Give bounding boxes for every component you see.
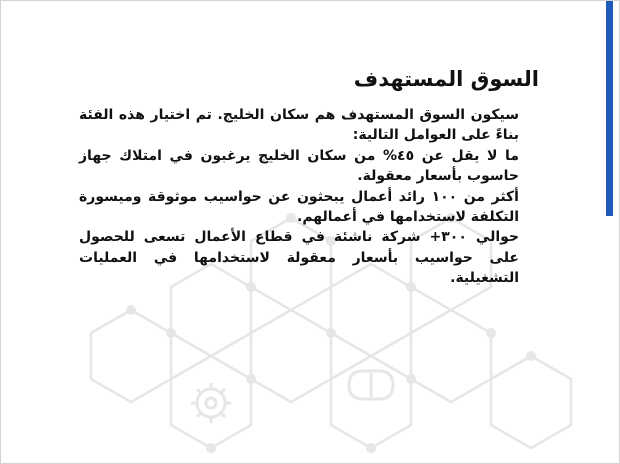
brain-icon xyxy=(349,371,393,399)
slide-body xyxy=(79,105,519,289)
intro-paragraph: سيكون السوق المستهدف هم سكان الخليج. تم اختيار هذه الفئة بناءً على العوامل التالية: xyxy=(79,107,519,144)
slide-title: السوق المستهدف xyxy=(353,67,539,91)
gear-icon xyxy=(191,383,231,423)
point-paragraph: أكثر من ١٠٠ رائد أعمال يبحثون عن حواسيب موثوقة وميسورة التكلفة لاستخدامها في أعمالهم. xyxy=(79,188,519,226)
point-paragraph: حوالي ٣٠٠+ شركة ناشئة في قطاع الأعمال تسعى للحصول على حواسيب بأسعار معقولة لاستخدامها في العمليات التشغيلية. xyxy=(79,229,519,287)
point-paragraph: ما لا يقل عن ٤٥% من سكان الخليج يرغبون في امتلاك جهاز حاسوب بأسعار معقولة. xyxy=(79,147,519,185)
